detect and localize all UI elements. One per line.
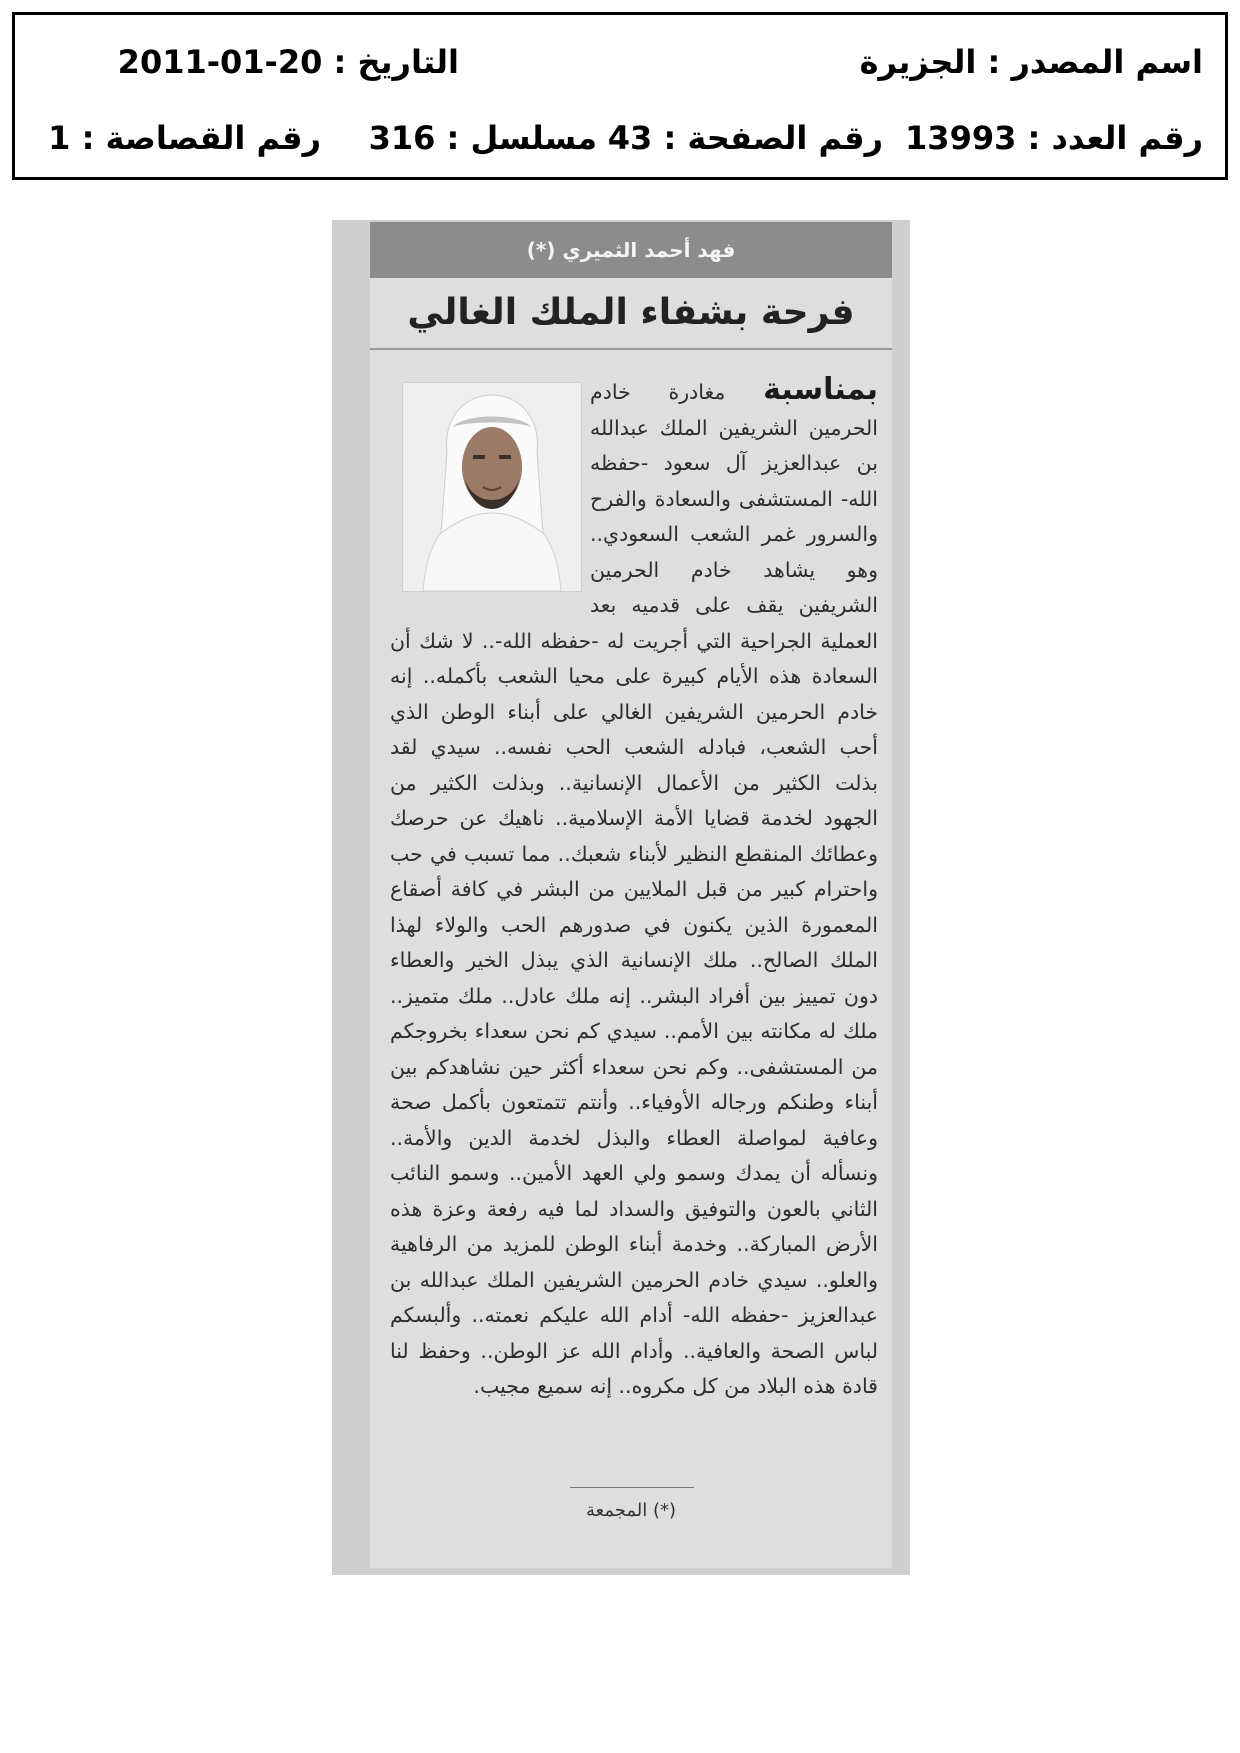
byline-bar xyxy=(370,222,892,278)
date-value: 2011-01-20 xyxy=(117,43,323,81)
issue-label: رقم العدد : xyxy=(1027,119,1203,157)
issue-field xyxy=(905,119,1203,157)
lead-word: بمناسبة xyxy=(763,372,878,407)
source-label: اسم المصدر : xyxy=(987,43,1203,81)
article-headline: فرحة بشفاء الملك الغالي xyxy=(407,292,855,333)
date-field xyxy=(118,43,459,81)
serial-label: مسلسل : xyxy=(446,119,597,157)
page-value: 43 xyxy=(607,119,653,157)
serial-field xyxy=(369,119,597,157)
date-label: التاريخ : xyxy=(333,43,459,81)
headline-divider xyxy=(370,348,892,350)
author-byline: فهد أحمد الثميري (*) xyxy=(526,238,736,262)
source-field xyxy=(860,43,1203,81)
clip-label: رقم القصاصة : xyxy=(81,119,321,157)
article-column xyxy=(370,222,892,1568)
source-value: الجزيرة xyxy=(859,43,977,81)
page-label: رقم الصفحة : xyxy=(663,119,883,157)
author-photo xyxy=(402,382,582,592)
issue-value: 13993 xyxy=(905,119,1017,157)
serial-value: 316 xyxy=(368,119,436,157)
footnote-divider xyxy=(570,1487,694,1488)
metadata-header xyxy=(12,12,1228,180)
clip-value: 1 xyxy=(48,119,71,157)
author-footnote: (*) المجمعة xyxy=(585,1500,677,1521)
page-field xyxy=(608,119,883,157)
newspaper-clipping xyxy=(332,220,910,1575)
clip-field xyxy=(48,119,321,157)
author-portrait-image xyxy=(403,383,581,591)
article-body-text: مغادرة خادم الحرمين الشريفين الملك عبدالله بن عبدالعزيز آل سعود -حفظه الله- المستشفى والسعادة والفرح والسرور غمر الشعب السعودي.. وهو يشاهد خادم الحرمين الشريفين يقف على قدميه بعد العملية الجراحية التي أجريت له -حفظه الله-.. لا شك أن السعادة هذه الأيام كبيرة على محيا الشعب بأكمله.. إنه خادم الحرمين الشريفين الغالي على أبناء الوطن الذي أحب الشعب، فبادله الشعب الحب نفسه.. سيدي لقد بذلت الكثير من الأعمال الإنسانية.. وبذلت الكثير من الجهود لخدمة قضايا الأمة الإسلامية.. ناهيك عن حرصك وعطائك المنقطع النظير لأبناء شعبك.. مما تسبب في حب واحترام كبير من قبل الملايين من البشر في كافة أصقاع المعمورة الذين يكنون في صدورهم الحب والولاء لهذا الملك الصالح.. ملك الإنسانية الذي يبذل الخير والعطاء دون تمييز بين أفراد البشر.. إنه ملك عادل.. ملك متميز.. ملك له مكانته بين الأمم.. سيدي كم نحن سعداء بخروجكم من المستشفى.. وكم نحن سعداء أكثر حين نشاهدكم بين أبناء وطنكم ورجاله الأوفياء.. وأنتم تتمتعون بأكمل صحة وعافية لمواصلة العطاء والبذل لخدمة الدين والأمة.. ونسأله أن يمدك وسمو ولي العهد الأمين.. وسمو النائب الثاني بالعون والتوفيق والسداد لما فيه رفعة وعزة هذه الأرض المباركة.. وخدمة أبناء الوطن للمزيد من الرفاهية والعلو.. سيدي خادم الحرمين الشريفين الملك عبدالله بن عبدالعزيز -حفظه الله- أدام الله عليكم نعمته.. وألبسكم لباس الصحة والعافية.. وأدام الله عز الوطن.. وحفظ لنا قادة هذه البلاد من كل مكروه.. إنه سميع مجيب. xyxy=(390,380,878,1398)
